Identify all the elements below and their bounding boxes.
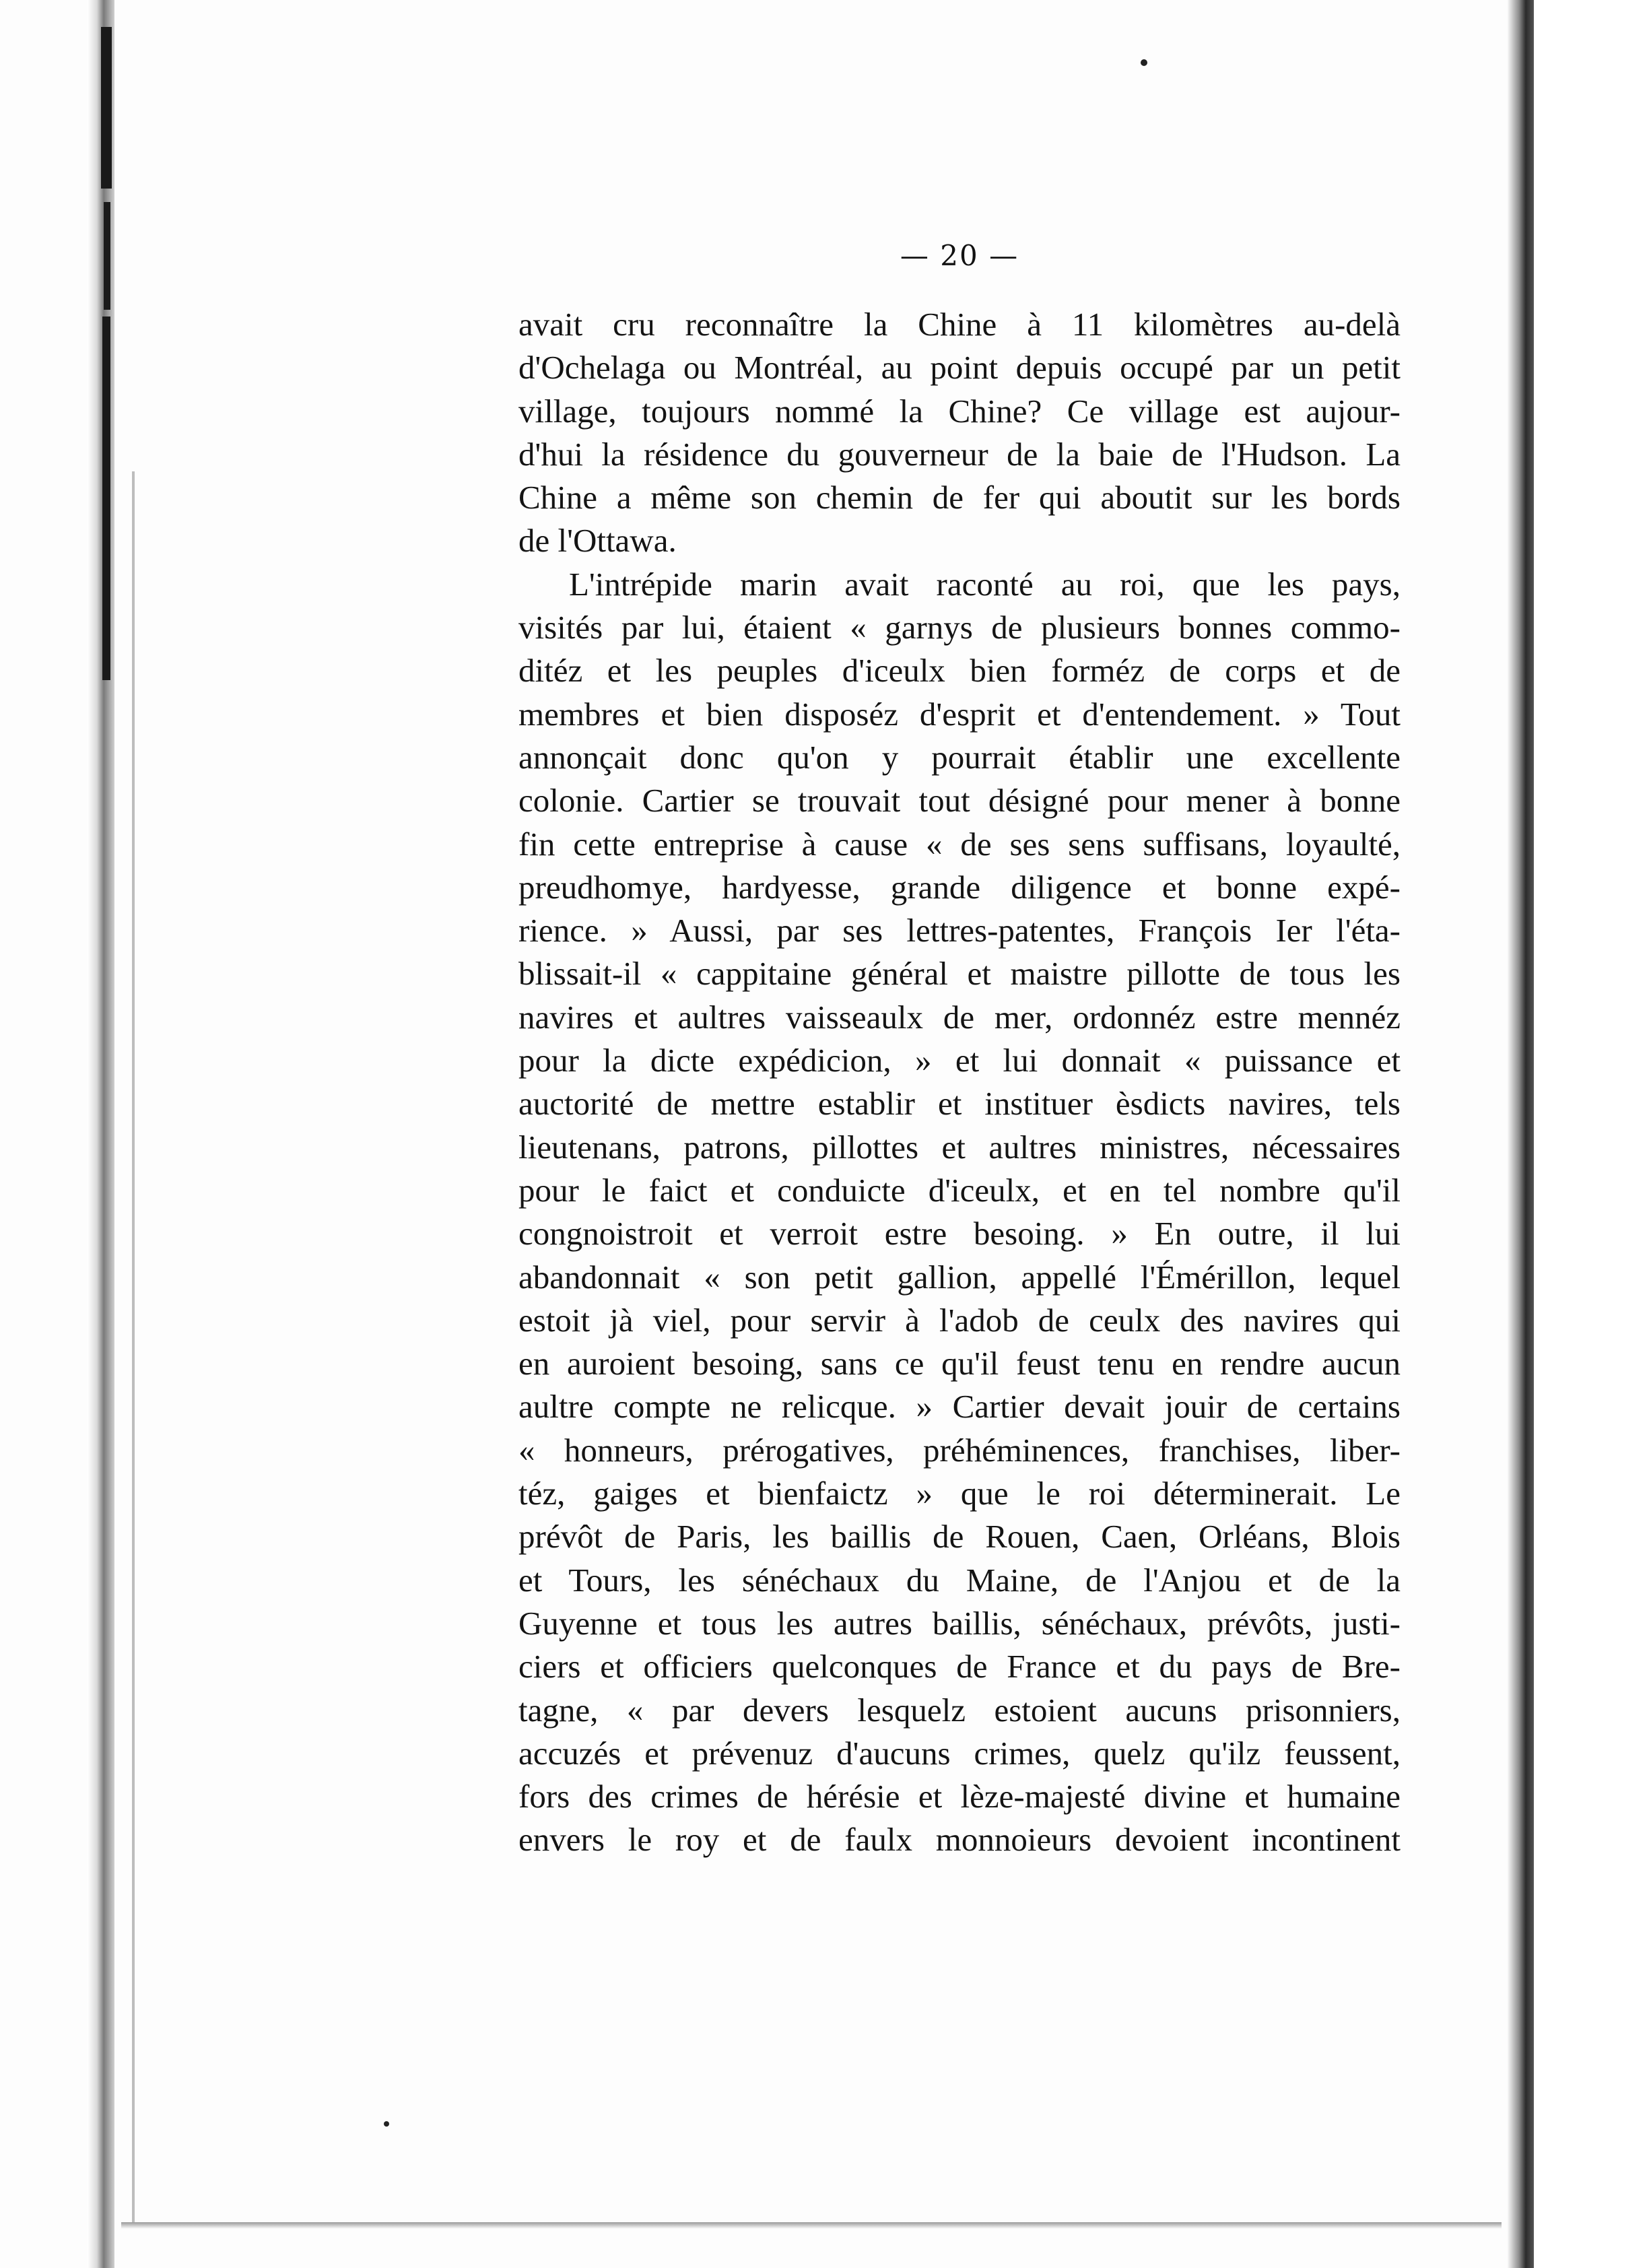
- text-line: auctorité de mettre establir et instituer èsdicts navires, tels: [518, 1085, 1401, 1123]
- text-line: rience. » Aussi, par ses lettres-patentes, François Ier l'éta-: [518, 912, 1401, 949]
- right-margin: [1534, 0, 1651, 2268]
- ink-speck: [384, 2121, 389, 2127]
- body-text: [518, 303, 1401, 1862]
- text-line: fors des crimes de hérésie et lèze-majesté divine et humaine: [518, 1778, 1401, 1815]
- binding-shadow-mark: [104, 202, 110, 310]
- text-line: navires et aultres vaisseaulx de mer, ordonnéz estre mennéz: [518, 998, 1401, 1036]
- text-line: aultre compte ne relicque. » Cartier devait jouir de certains: [518, 1388, 1401, 1426]
- text-line: pour le faict et conduicte d'iceulx, et en tel nombre qu'il: [518, 1171, 1401, 1209]
- text-line: Chine a même son chemin de fer qui aboutit sur les bords: [518, 479, 1401, 516]
- ink-speck: [1141, 59, 1147, 66]
- page-number: [518, 239, 1401, 272]
- text-line: téz, gaiges et bienfaictz » que le roi déterminerait. Le: [518, 1475, 1401, 1512]
- text-line: estoit jà viel, pour servir à l'adob de ceulx des navires qui: [518, 1301, 1401, 1339]
- text-line: « honneurs, prérogatives, préhéminences, franchises, liber-: [518, 1431, 1401, 1469]
- text-line: blissait-il « cappitaine général et maistre pillotte de tous les: [518, 955, 1401, 993]
- text-line: annonçait donc qu'on y pourrait établir une excellente: [518, 738, 1401, 776]
- text-line: abandonnait « son petit gallion, appellé l'Émérillon, lequel: [518, 1258, 1401, 1296]
- text-line: pour la dicte expédicion, » et lui donnait « puissance et: [518, 1042, 1401, 1079]
- page-number-text: — 20 —: [900, 239, 1019, 272]
- text-line: de l'Ottawa.: [518, 522, 677, 560]
- text-line: visités par lui, étaient « garnys de plusieurs bonnes commo-: [518, 609, 1401, 646]
- text-line: avait cru reconnaître la Chine à 11 kilomètres au-delà: [518, 306, 1401, 343]
- text-line: ditéz et les peuples d'iceulx bien forméz de corps et de: [518, 652, 1401, 690]
- text-line: prévôt de Paris, les baillis de Rouen, Caen, Orléans, Blois: [518, 1518, 1401, 1556]
- text-line: Guyenne et tous les autres baillis, sénéchaux, prévôts, justi-: [518, 1604, 1401, 1642]
- text-line: d'Ochelaga ou Montréal, au point depuis occupé par un petit: [518, 349, 1401, 387]
- text-line: preudhomye, hardyesse, grande diligence et bonne expé-: [518, 868, 1401, 906]
- text-line: colonie. Cartier se trouvait tout désigné pour mener à bonne: [518, 782, 1401, 820]
- text-line: L'intrépide marin avait raconté au roi, que les pays,: [569, 565, 1401, 603]
- text-line: tagne, « par devers lesquelz estoient aucuns prisonniers,: [518, 1691, 1401, 1729]
- page-edge-line: [132, 471, 135, 2222]
- text-line: congnoistroit et verroit estre besoing. » En outre, il lui: [518, 1215, 1401, 1253]
- text-line: envers le roy et de faulx monnoieurs devoient incontinent: [518, 1821, 1401, 1859]
- text-line: membres et bien disposéz d'esprit et d'entendement. » Tout: [518, 695, 1401, 733]
- page-bottom-edge: [121, 2222, 1502, 2229]
- text-line: lieutenans, patrons, pillottes et aultres ministres, nécessaires: [518, 1128, 1401, 1166]
- text-line: ciers et officiers quelconques de France et du pays de Bre-: [518, 1648, 1401, 1686]
- text-line: et Tours, les sénéchaux du Maine, de l'Anjou et de la: [518, 1561, 1401, 1599]
- binding-shadow-mark: [101, 27, 112, 189]
- text-line: fin cette entreprise à cause « de ses sens suffisans, loyaulté,: [518, 825, 1401, 863]
- text-line: en auroient besoing, sans ce qu'il feust tenu en rendre aucun: [518, 1345, 1401, 1382]
- text-line: d'hui la résidence du gouverneur de la baie de l'Hudson. La: [518, 435, 1401, 473]
- binding-shadow-mark: [102, 316, 110, 680]
- right-page-edge: [1507, 0, 1534, 2268]
- text-line: village, toujours nommé la Chine? Ce village est aujour-: [518, 392, 1401, 430]
- binding-gutter: [88, 0, 114, 2268]
- text-line: accuzés et prévenuz d'aucuns crimes, quelz qu'ilz feussent,: [518, 1734, 1401, 1772]
